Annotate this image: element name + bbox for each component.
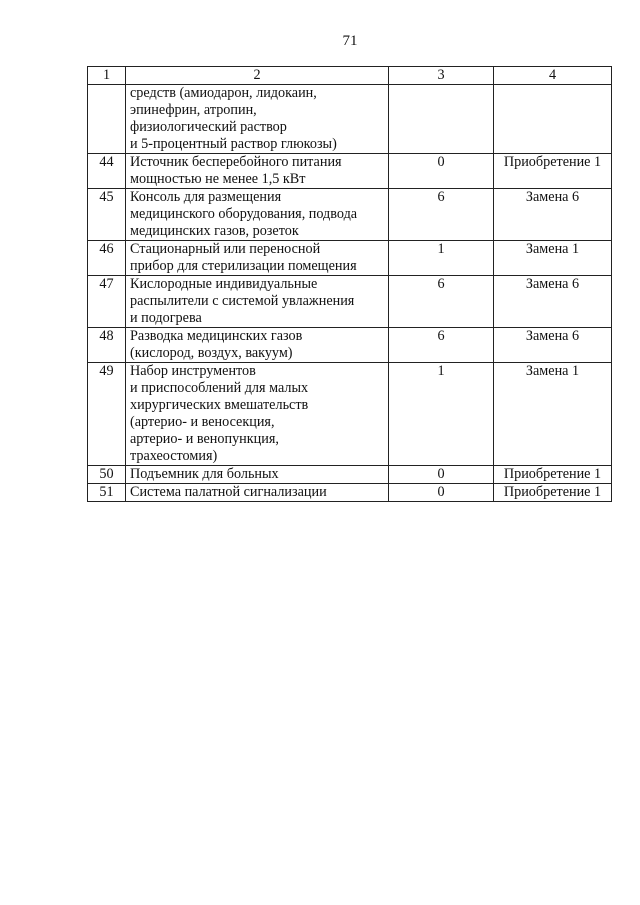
table-row <box>88 276 612 328</box>
table-row <box>88 363 612 466</box>
item-name-cell <box>126 189 389 241</box>
action-cell: Приобретение 1 <box>494 466 612 484</box>
quantity-cell: 1 <box>389 363 494 466</box>
item-name-cell <box>126 241 389 276</box>
quantity-cell <box>389 85 494 154</box>
item-name-cell <box>126 484 389 502</box>
quantity-cell: 0 <box>389 466 494 484</box>
row-number-cell: 47 <box>88 276 126 328</box>
item-name-line: Система палатной сигнализации <box>130 484 327 500</box>
item-name-line: прибор для стерилизации помещения <box>130 258 357 274</box>
item-name-line: распылители с системой увлажнения <box>130 293 355 309</box>
item-name-cell <box>126 328 389 363</box>
header-cell-4: 4 <box>494 67 612 85</box>
item-name-line: хирургических вмешательств <box>130 397 309 413</box>
action-cell: Замена 6 <box>494 328 612 363</box>
quantity-cell: 6 <box>389 189 494 241</box>
item-name-line: (артерио- и веносекция, <box>130 414 275 430</box>
header-cell-3: 3 <box>389 67 494 85</box>
item-name-line: и приспособлений для малых <box>130 380 309 396</box>
item-name-line: артерио- и венопункция, <box>130 431 279 447</box>
table-row <box>88 154 612 189</box>
item-name-line: Источник бесперебойного питания <box>130 154 342 170</box>
row-number-cell: 45 <box>88 189 126 241</box>
item-name-line: Консоль для размещения <box>130 189 282 205</box>
row-number-cell: 49 <box>88 363 126 466</box>
item-name-line: мощностью не менее 1,5 кВт <box>130 171 306 187</box>
row-number-cell: 50 <box>88 466 126 484</box>
item-name-line: Разводка медицинских газов <box>130 328 303 344</box>
quantity-cell: 6 <box>389 276 494 328</box>
table-row <box>88 328 612 363</box>
item-name-line: трахеостомия) <box>130 448 218 464</box>
quantity-cell: 1 <box>389 241 494 276</box>
item-name-line: физиологический раствор <box>130 119 287 135</box>
action-cell: Замена 1 <box>494 241 612 276</box>
equipment-table <box>87 66 612 502</box>
quantity-cell: 0 <box>389 154 494 189</box>
header-cell-1: 1 <box>88 67 126 85</box>
action-cell <box>494 85 612 154</box>
item-name-line: медицинских газов, розеток <box>130 223 299 239</box>
action-cell: Замена 6 <box>494 189 612 241</box>
table-row <box>88 466 612 484</box>
table-row <box>88 85 612 154</box>
row-number-cell <box>88 85 126 154</box>
action-cell: Замена 1 <box>494 363 612 466</box>
item-name-line: медицинского оборудования, подвода <box>130 206 358 222</box>
item-name-line: Кислородные индивидуальные <box>130 276 318 292</box>
table-row <box>88 189 612 241</box>
table-row <box>88 484 612 502</box>
action-cell: Приобретение 1 <box>494 484 612 502</box>
item-name-cell <box>126 363 389 466</box>
item-name-line: (кислород, воздух, вакуум) <box>130 345 293 361</box>
item-name-line: Набор инструментов <box>130 363 256 379</box>
action-cell: Приобретение 1 <box>494 154 612 189</box>
row-number-cell: 44 <box>88 154 126 189</box>
action-cell: Замена 6 <box>494 276 612 328</box>
item-name-line: средств (амиодарон, лидокаин, <box>130 85 317 101</box>
quantity-cell: 0 <box>389 484 494 502</box>
item-name-line: Стационарный или переносной <box>130 241 321 257</box>
item-name-cell <box>126 276 389 328</box>
page-number: 71 <box>342 33 358 49</box>
table-row <box>88 241 612 276</box>
table-body <box>88 67 612 502</box>
item-name-line: и подогрева <box>130 310 202 326</box>
row-number-cell: 48 <box>88 328 126 363</box>
item-name-cell <box>126 85 389 154</box>
quantity-cell: 6 <box>389 328 494 363</box>
item-name-line: и 5-процентный раствор глюкозы) <box>130 136 337 152</box>
table-header-row <box>88 67 612 85</box>
item-name-line: Подъемник для больных <box>130 466 279 482</box>
row-number-cell: 51 <box>88 484 126 502</box>
header-cell-2: 2 <box>126 67 389 85</box>
row-number-cell: 46 <box>88 241 126 276</box>
item-name-cell <box>126 154 389 189</box>
item-name-line: эпинефрин, атропин, <box>130 102 257 118</box>
item-name-cell <box>126 466 389 484</box>
